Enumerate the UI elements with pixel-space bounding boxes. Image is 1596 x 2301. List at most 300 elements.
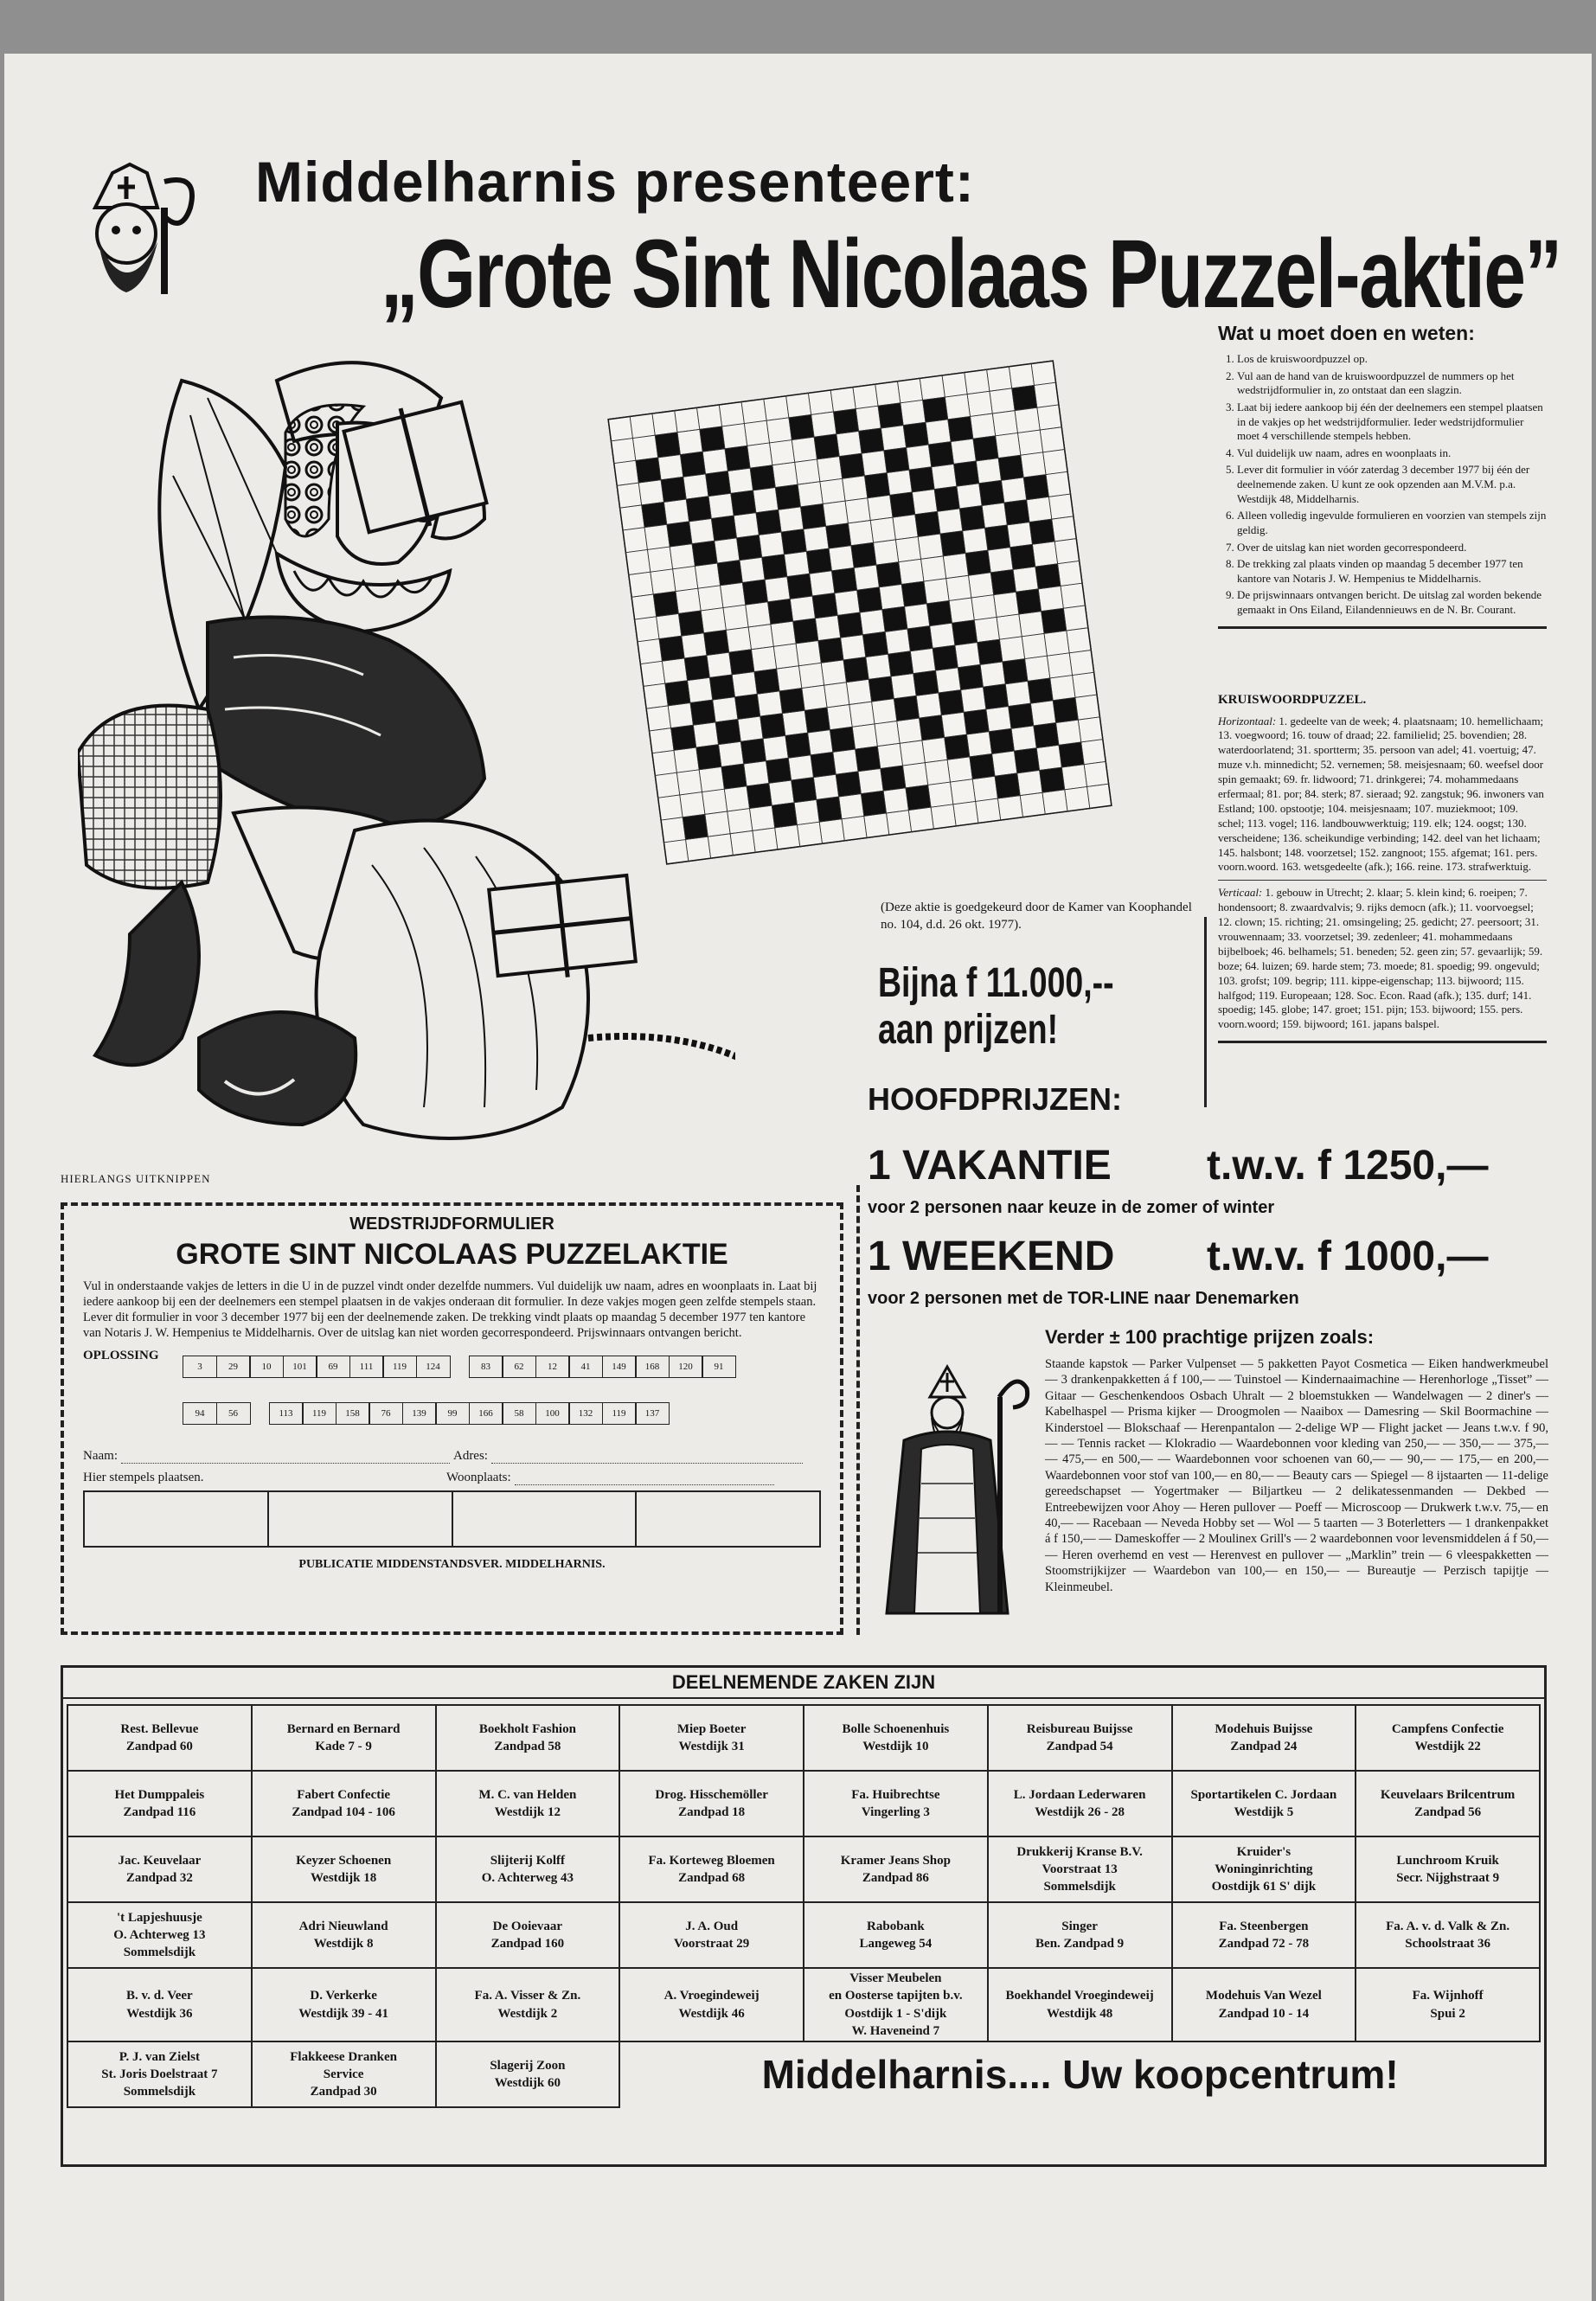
shop-cell xyxy=(1356,1968,1540,2041)
grid-black-cell xyxy=(833,409,858,434)
participating-shops xyxy=(61,1665,1547,2167)
oplossing-label: OPLOSSING xyxy=(83,1348,159,1362)
form-footer: PUBLICATIE MIDDENSTANDSVER. MIDDELHARNIS. xyxy=(298,1557,606,1571)
grid-black-cell xyxy=(704,630,729,655)
shop-cell xyxy=(67,2041,252,2107)
shop-cell xyxy=(436,1705,620,1771)
shop-cell xyxy=(67,1771,252,1836)
grid-black-cell xyxy=(906,785,931,810)
shop-address: Woninginrichting xyxy=(1215,1862,1313,1876)
shop-cell xyxy=(436,2041,620,2107)
grid-black-cell xyxy=(990,569,1016,594)
solution-box[interactable]: 83 xyxy=(469,1356,503,1378)
grid-black-cell xyxy=(767,599,792,624)
shop-name: D. Verkerke xyxy=(310,1989,377,2003)
grid-black-cell xyxy=(888,651,913,676)
shop-name: Campfens Confectie xyxy=(1391,1721,1504,1736)
shop-name: Modehuis Van Wezel xyxy=(1205,1989,1322,2003)
grid-black-cell xyxy=(959,506,984,531)
shop-cell xyxy=(252,1968,436,2041)
stamp-box[interactable] xyxy=(637,1492,819,1546)
grid-black-cell xyxy=(717,561,742,586)
grid-black-cell xyxy=(881,766,906,791)
shop-name: Drukkerij Kranse B.V. xyxy=(1016,1844,1143,1859)
entry-form xyxy=(61,1202,843,1635)
shop-cell xyxy=(67,1902,252,1968)
grid-black-cell xyxy=(934,486,959,511)
prize1-value: t.w.v. f 1250,— xyxy=(1207,1143,1489,1189)
grid-black-cell xyxy=(792,778,817,803)
shop-name: Fa. A. Visser & Zn. xyxy=(474,1989,581,2003)
grid-black-cell xyxy=(721,764,747,789)
prize1-desc: voor 2 personen naar keuze in de zomer of winter xyxy=(868,1198,1275,1217)
shop-address: Voorstraat 13 xyxy=(1042,1862,1118,1876)
solution-box[interactable]: 29 xyxy=(216,1356,251,1378)
grid-black-cell xyxy=(894,695,919,721)
solution-box[interactable]: 120 xyxy=(669,1356,703,1378)
rules-title: Wat u moet doen en weten: xyxy=(1218,322,1475,344)
shop-address: Westdijk 8 xyxy=(313,1937,374,1951)
horizontal-label: Horizontaal: xyxy=(1218,714,1277,727)
solution-row-2 xyxy=(183,1395,821,1425)
shop-cell xyxy=(1356,1771,1540,1836)
grid-black-cell xyxy=(659,636,684,661)
grid-black-cell xyxy=(939,690,964,715)
grid-black-cell xyxy=(806,548,831,574)
shop-name: Fa. Korteweg Bloemen xyxy=(648,1853,775,1868)
grid-black-cell xyxy=(680,452,705,477)
shop-address: en Oosterse tapijten b.v. xyxy=(829,1989,963,2003)
grid-black-cell xyxy=(882,606,907,631)
grid-black-cell xyxy=(1003,659,1028,684)
grid-black-cell xyxy=(952,620,977,645)
shop-address: Oostdijk 1 - S'dijk xyxy=(844,2006,947,2021)
grid-black-cell xyxy=(684,656,709,681)
grid-black-cell xyxy=(793,619,818,644)
grid-black-cell xyxy=(861,791,886,816)
shop-name: Slijterij Kolff xyxy=(490,1853,565,1868)
solution-box[interactable] xyxy=(449,1349,470,1369)
shop-address: Zandpad 68 xyxy=(678,1871,746,1885)
grid-black-cell xyxy=(800,504,825,529)
shop-address: Service xyxy=(323,2067,364,2081)
prize2-value: t.w.v. f 1000,— xyxy=(1207,1234,1489,1279)
grid-black-cell xyxy=(945,734,970,760)
solution-box[interactable]: 124 xyxy=(416,1356,451,1378)
shop-cell xyxy=(1356,1902,1540,1968)
grid-black-cell xyxy=(766,758,791,783)
grid-black-cell xyxy=(884,447,909,472)
shop-name: Visser Meubelen xyxy=(849,1971,942,1985)
grid-black-cell xyxy=(923,397,948,422)
stempels-label: Hier stempels plaatsen. xyxy=(83,1470,204,1484)
shop-name: Keyzer Schoenen xyxy=(296,1853,392,1868)
grid-black-cell xyxy=(811,752,836,777)
shop-cell xyxy=(252,1902,436,1968)
solution-box[interactable]: 119 xyxy=(602,1402,637,1425)
shop-address: Zandpad 58 xyxy=(494,1740,561,1753)
header-line1: Middelharnis presenteert: xyxy=(255,150,975,214)
shop-name: Modehuis Buijsse xyxy=(1215,1721,1313,1736)
shop-cell xyxy=(619,1771,804,1836)
grid-black-cell xyxy=(928,442,953,467)
grid-black-cell xyxy=(920,715,945,740)
solution-box[interactable]: 62 xyxy=(502,1356,536,1378)
rule-item: 9. De prijswinnaars ontvangen bericht. De uitslag zal worden bekende gemaakt in Ons Eiland, Eilandennieuws en de N. Br. Courant. xyxy=(1237,588,1547,617)
shop-name: Boekhandel Vroegindeweij xyxy=(1005,1989,1154,2003)
shop-cell xyxy=(252,1836,436,1902)
shop-name: Fa. A. v. d. Valk & Zn. xyxy=(1386,1919,1510,1933)
grid-black-cell xyxy=(762,554,787,580)
solution-box[interactable]: 58 xyxy=(502,1402,536,1425)
grid-black-cell xyxy=(760,714,785,739)
grid-black-cell xyxy=(933,645,958,670)
grid-black-cell xyxy=(779,689,804,714)
grid-black-cell xyxy=(775,484,800,510)
grid-black-cell xyxy=(948,416,973,441)
sinterklaas-head-icon xyxy=(61,156,208,303)
grid-black-cell xyxy=(907,626,933,651)
grid-black-cell xyxy=(836,772,861,797)
shop-cell xyxy=(67,1705,252,1771)
shop-cell xyxy=(252,1705,436,1771)
prize2-desc: voor 2 personen met de TOR-LINE naar Denemarken xyxy=(868,1289,1299,1308)
other-prizes-title: Verder ± 100 prachtige prijzen zoals: xyxy=(1045,1326,1375,1348)
shop-cell xyxy=(988,1902,1172,1968)
grid-black-cell xyxy=(742,580,767,605)
grid-black-cell xyxy=(804,708,830,733)
shop-name: M. C. van Helden xyxy=(478,1787,577,1802)
shop-name: Drog. Hisschemöller xyxy=(655,1787,768,1802)
shop-name: Het Dumppaleis xyxy=(114,1787,205,1802)
shop-address: Westdijk 48 xyxy=(1046,2006,1113,2021)
grid-black-cell xyxy=(970,753,995,779)
shop-name: Flakkeese Dranken xyxy=(290,2049,397,2064)
solution-box[interactable]: 158 xyxy=(336,1402,370,1425)
grid-black-cell xyxy=(995,773,1020,798)
grid-black-cell xyxy=(814,434,839,459)
stamp-box[interactable] xyxy=(269,1492,453,1546)
horizontal-clues: 1. gedeelte van de week; 4. plaatsnaam; 10. hemellichaam; 13. voegwoord; 16. touw of draad; 22. familielid; 25. bovendien; 28. waterdoorlatend; 31. sportterm; 35. persoon van adel; 41. voertuig; 47. muze v.h. minnedicht; 52. vernemen; 58. meisjesnaam; 60. weefsel door spin gemaakt; 69. fr. lidwoord; 71. drinkgerei; 74. mohammedaans erfermaal; 81. por; 84. sterk; 87. sieraad; 92. zangstuk; 96. inwoners van Estland; 100. opstootje; 104. meisjesnaam; 107. muziekmoot; 109. schel; 113. vogel; 116. landbouwwerktuig; 119. elk; 124. oogst; 130. verscheidene; 136. scheikundige verbinding; 142. deel van het lichaam; 145. halsbont; 148. voorzetsel; 152. zangnoot; 155. afgemat; 161. pers. voorn.woord. 163. wetsgedeelte (afk.); 166. reine. 173. strafwerktuig. xyxy=(1218,714,1544,874)
shop-name: Miep Boeter xyxy=(676,1721,747,1736)
shop-cell xyxy=(436,1902,620,1968)
shop-cell xyxy=(619,1902,804,1968)
grid-black-cell xyxy=(864,473,889,498)
shop-address: Zandpad 160 xyxy=(490,1937,565,1951)
rule-item: 5. Lever dit formulier in vóór zaterdag 3 december 1977 bij één der deelnemende zaken. U kunt ze ook opzenden aan M.V.M. p.a. Westdijk 48, Middelharnis. xyxy=(1237,463,1547,506)
shop-address: Westdijk 10 xyxy=(862,1740,929,1753)
grid-black-cell xyxy=(696,745,721,770)
shop-name: Reisbureau Buijsse xyxy=(1026,1721,1133,1736)
stamp-boxes xyxy=(83,1490,821,1548)
solution-box[interactable]: 69 xyxy=(316,1356,350,1378)
solution-box[interactable]: 41 xyxy=(568,1356,603,1378)
naam-label: Naam: xyxy=(83,1448,118,1463)
shop-cell xyxy=(804,1836,988,1902)
solution-box[interactable]: 166 xyxy=(469,1402,503,1425)
rule-item: 8. De trekking zal plaats vinden op maandag 5 december 1977 ten kantore van Notaris J. W. Hempenius te Middelharnis. xyxy=(1237,557,1547,586)
shop-address: Westdijk 46 xyxy=(678,2006,745,2021)
woonplaats-label: Woonplaats: xyxy=(446,1470,511,1484)
shop-address: Zandpad 30 xyxy=(310,2085,377,2099)
grid-black-cell xyxy=(655,433,680,458)
shop-address: Oostdijk 61 S' dijk xyxy=(1211,1880,1317,1894)
solution-box[interactable]: 99 xyxy=(435,1402,470,1425)
shop-address: Voorstraat 29 xyxy=(673,1937,750,1951)
shop-name: Sportartikelen C. Jordaan xyxy=(1190,1787,1337,1802)
grid-black-cell xyxy=(740,739,766,764)
grid-black-cell xyxy=(1004,500,1029,525)
grid-black-cell xyxy=(1010,544,1035,569)
shop-address: Zandpad 10 - 14 xyxy=(1218,2006,1310,2021)
rule-item: 7. Over de uitslag kan niet worden gecorrespondeerd. xyxy=(1237,541,1547,555)
grid-black-cell xyxy=(977,639,1003,664)
shop-cell xyxy=(804,1902,988,1968)
shop-name: L. Jordaan Lederwaren xyxy=(1013,1787,1146,1802)
shop-name: Keuvelaars Brilcentrum xyxy=(1380,1787,1516,1802)
grid-black-cell xyxy=(789,414,814,439)
solution-box[interactable]: 101 xyxy=(283,1356,317,1378)
grid-black-cell xyxy=(913,670,939,695)
slogan: Middelharnis.... Uw koopcentrum! xyxy=(761,2052,1399,2098)
total-prizes: Bijna f 11.000,-- aan prijzen! xyxy=(878,960,1114,1053)
grid-black-cell xyxy=(642,502,667,527)
main-prizes-title: HOOFDPRIJZEN: xyxy=(868,1081,1123,1117)
shop-name: P. J. van Zielst xyxy=(119,2049,200,2064)
grid-black-cell xyxy=(671,725,696,750)
shop-name: Jac. Keuvelaar xyxy=(118,1853,202,1868)
solution-box[interactable]: 168 xyxy=(635,1356,670,1378)
grid-black-cell xyxy=(636,458,661,483)
shop-address: Westdijk 5 xyxy=(1234,1805,1294,1819)
grid-black-cell xyxy=(787,574,812,599)
grid-black-cell xyxy=(817,797,842,822)
shop-address: Sommelsdijk xyxy=(1043,1880,1116,1894)
solution-box[interactable]: 139 xyxy=(402,1402,437,1425)
shop-address: Zandpad 60 xyxy=(125,1740,193,1753)
shop-name: Rest. Bellevue xyxy=(120,1721,199,1736)
rule-item: 2. Vul aan de hand van de kruiswoordpuzzel de nummers op het wedstrijdformulier in, zo ontstaat dan een slagzin. xyxy=(1237,369,1547,398)
solution-box[interactable]: 10 xyxy=(249,1356,284,1378)
shop-cell xyxy=(1172,1968,1356,2041)
solution-row-1 xyxy=(183,1349,735,1378)
shop-address: Westdijk 26 - 28 xyxy=(1035,1805,1125,1819)
shop-name: Singer xyxy=(1061,1919,1098,1933)
shop-name: Fa. Wijnhoff xyxy=(1412,1989,1484,2003)
kamer-note: (Deze aktie is goedgekeurd door de Kamer van Koophandel no. 104, d.d. 26 okt. 1977). xyxy=(881,901,1192,932)
shop-address: Zandpad 18 xyxy=(678,1805,746,1819)
grid-black-cell xyxy=(818,638,843,663)
shop-name: Bolle Schoenenhuis xyxy=(842,1721,950,1736)
grid-black-cell xyxy=(711,516,736,541)
solution-box[interactable]: 91 xyxy=(702,1356,736,1378)
shop-name: Fabert Confectie xyxy=(297,1787,391,1802)
shop-name: J. A. Oud xyxy=(685,1919,739,1933)
solution-box[interactable]: 3 xyxy=(183,1356,217,1378)
grid-black-cell xyxy=(1028,678,1053,703)
shop-name: Slagerij Zoon xyxy=(490,2058,566,2073)
shop-address: Zandpad 56 xyxy=(1414,1805,1482,1819)
clues-title: KRUISWOORDPUZZEL. xyxy=(1218,693,1367,707)
shop-address: Sommelsdijk xyxy=(123,1945,196,1960)
shop-address: Zandpad 24 xyxy=(1230,1740,1298,1753)
grid-black-cell xyxy=(862,631,888,657)
shop-address: Westdijk 36 xyxy=(126,2006,193,2021)
grid-black-cell xyxy=(781,529,806,554)
adres-field[interactable] xyxy=(491,1449,803,1464)
grid-black-cell xyxy=(830,727,855,752)
solution-box[interactable]: 119 xyxy=(302,1402,337,1425)
grid-black-cell xyxy=(700,426,725,452)
rules-divider xyxy=(1218,626,1547,629)
grid-black-cell xyxy=(686,497,711,522)
shop-address: O. Achterweg 13 xyxy=(113,1927,206,1942)
grid-black-cell xyxy=(973,436,998,461)
shop-cell xyxy=(436,1968,620,2041)
grid-black-cell xyxy=(1009,703,1034,728)
shop-name: 't Lapjeshuusje xyxy=(116,1910,202,1925)
cut-label: HIERLANGS UITKNIPPEN xyxy=(61,1172,211,1185)
grid-black-cell xyxy=(940,531,965,556)
solution-box[interactable]: 111 xyxy=(349,1356,384,1378)
grid-black-cell xyxy=(901,581,926,606)
grid-black-cell xyxy=(903,422,928,447)
solution-box[interactable]: 119 xyxy=(382,1356,417,1378)
grid-black-cell xyxy=(754,669,779,694)
grid-black-cell xyxy=(983,684,1008,709)
grid-black-cell xyxy=(926,600,952,625)
grid-black-cell xyxy=(909,467,934,492)
grid-black-cell xyxy=(831,567,856,593)
cut-line-vertical xyxy=(856,1185,860,1635)
grid-black-cell xyxy=(747,783,772,808)
vertical-clues: 1. gebouw in Utrecht; 2. klaar; 5. klein kind; 6. roeipen; 7. hondensoort; 8. zwaardvalvis; 9. rijks democn (afk.); 11. voorvoegsel; 12. clown; 15. richting; 21. omsingeling; 25. gedicht; 27. peersoort; 31. vrouwennaam; 33. voorzetsel; 39. zedenleer; 41. mohammedaans bijbelboek; 46. belhamels; 51. beneden; 52. geen zin; 57. gevaarlijk; 59. boze; 64. luizen; 69. harde stem; 73. moede; 81. spoedig; 99. ongevuld; 103. grofst; 109. begrip; 111. kippe-eigenschap; 113. bijwoord; 115. halfgod; 119. Europeaan; 128. Soc. Econ. Raad (afk.); 135. durf; 141. spoedig; 145. globe; 147. groet; 151. pijn; 153. bijwoord; 155. pers. voorn.woord; 159. bijwoord; 161. japans balspel. xyxy=(1218,886,1543,1031)
shop-cell xyxy=(804,1968,988,2041)
grid-black-cell xyxy=(1040,767,1065,792)
vertical-label: Verticaal: xyxy=(1218,886,1263,900)
shop-name: Bernard en Bernard xyxy=(286,1721,401,1736)
shop-name: B. v. d. Veer xyxy=(126,1989,193,2003)
grid-black-cell xyxy=(706,471,731,497)
grid-black-cell xyxy=(851,542,876,567)
shop-address: Sommelsdijk xyxy=(123,2085,196,2099)
grid-black-cell xyxy=(915,511,940,536)
grid-black-cell xyxy=(984,525,1010,550)
solution-box[interactable]: 113 xyxy=(269,1402,304,1425)
grid-black-cell xyxy=(665,681,690,706)
grid-black-cell xyxy=(869,676,894,702)
shop-address: Schoolstraat 36 xyxy=(1405,1937,1490,1951)
solution-box[interactable]: 56 xyxy=(216,1402,251,1425)
solution-box[interactable] xyxy=(249,1395,270,1416)
shop-address: Zandpad 116 xyxy=(123,1805,196,1819)
solution-box[interactable]: 149 xyxy=(602,1356,637,1378)
grid-black-cell xyxy=(1016,589,1041,614)
solution-box[interactable]: 76 xyxy=(369,1402,403,1425)
solution-box[interactable]: 94 xyxy=(183,1402,217,1425)
grid-black-cell xyxy=(678,611,703,636)
grid-black-cell xyxy=(856,747,881,772)
header-line2: „Grote Sint Nicolaas Puzzel-aktie” xyxy=(381,220,1561,328)
shop-cell xyxy=(988,1705,1172,1771)
grid-black-cell xyxy=(998,455,1023,480)
grid-black-cell xyxy=(812,593,837,619)
shop-cell xyxy=(619,1836,804,1902)
sinterklaas-figure-illustration xyxy=(869,1362,1034,1622)
shop-cell xyxy=(1356,1836,1540,1902)
shop-cell xyxy=(804,1705,988,1771)
shop-address: Westdijk 18 xyxy=(310,1871,377,1885)
grid-black-cell xyxy=(1042,608,1067,633)
shop-name: Kruider's xyxy=(1236,1844,1292,1859)
shop-address: Westdijk 2 xyxy=(497,2006,558,2021)
shop-address: Westdijk 22 xyxy=(1414,1740,1481,1753)
solution-box[interactable]: 132 xyxy=(568,1402,603,1425)
shop-address: Zandpad 54 xyxy=(1046,1740,1113,1753)
grid-black-cell xyxy=(735,694,760,719)
grid-black-cell xyxy=(731,490,756,516)
shop-cell xyxy=(67,1968,252,2041)
shop-name: Boekholt Fashion xyxy=(478,1721,576,1736)
grid-black-cell xyxy=(1014,748,1039,773)
solution-box[interactable]: 137 xyxy=(635,1402,670,1425)
grid-black-cell xyxy=(843,657,869,683)
naam-field[interactable] xyxy=(121,1449,450,1464)
shop-name: Fa. Steenbergen xyxy=(1219,1919,1309,1933)
grid-black-cell xyxy=(876,562,901,587)
stamp-box[interactable] xyxy=(453,1492,638,1546)
clues-divider xyxy=(1218,1041,1547,1043)
adres-label: Adres: xyxy=(452,1448,488,1463)
grid-black-cell xyxy=(1029,519,1054,544)
grid-black-cell xyxy=(826,523,851,548)
shop-cell xyxy=(619,1968,804,2041)
rule-item: 6. Alleen volledig ingevulde formulieren en voorzien van stempels zijn geldig. xyxy=(1237,509,1547,537)
solution-box[interactable]: 12 xyxy=(535,1356,570,1378)
grid-black-cell xyxy=(1012,385,1037,410)
shop-address: Secr. Nijghstraat 9 xyxy=(1396,1871,1500,1885)
woonplaats-field[interactable] xyxy=(515,1471,774,1485)
shops-title: DEELNEMENDE ZAKEN ZIJN xyxy=(63,1668,1544,1699)
shop-cell xyxy=(988,1771,1172,1836)
grid-black-cell xyxy=(837,612,862,638)
shop-address: Spui 2 xyxy=(1430,2006,1465,2021)
solution-box[interactable]: 100 xyxy=(535,1402,570,1425)
shop-address: Zandpad 86 xyxy=(862,1871,929,1885)
shop-address: Westdijk 39 - 41 xyxy=(298,2006,388,2021)
shop-address: Zandpad 104 - 106 xyxy=(292,1805,395,1819)
shop-name: Kramer Jeans Shop xyxy=(840,1853,951,1868)
shop-address: Westdijk 12 xyxy=(494,1805,561,1819)
shop-cell xyxy=(252,2041,436,2107)
shop-cell xyxy=(1356,1705,1540,1771)
rule-item: 4. Vul duidelijk uw naam, adres en woonplaats in. xyxy=(1237,446,1547,461)
grid-black-cell xyxy=(690,700,715,725)
grid-black-cell xyxy=(890,492,915,517)
shop-name: Adri Nieuwland xyxy=(298,1919,388,1933)
prize1-name: 1 VAKANTIE xyxy=(868,1143,1112,1189)
clues-left-rule xyxy=(1204,917,1207,1107)
shop-address: Zandpad 32 xyxy=(125,1871,193,1885)
rule-item: 3. Laat bij iedere aankoop bij één der deelnemers een stempel plaatsen in de vakjes op het wedstrijdformulier. Ieder wedstrijdformulier moet 4 verschillende stempels hebben. xyxy=(1237,401,1547,444)
stamp-box[interactable] xyxy=(85,1492,269,1546)
grid-black-cell xyxy=(725,445,750,471)
grid-black-cell xyxy=(737,535,762,560)
shop-address: W. Haveneind 7 xyxy=(851,2023,940,2038)
shop-address: Kade 7 - 9 xyxy=(315,1740,372,1753)
grid-black-cell xyxy=(715,719,740,744)
grid-black-cell xyxy=(785,733,811,758)
